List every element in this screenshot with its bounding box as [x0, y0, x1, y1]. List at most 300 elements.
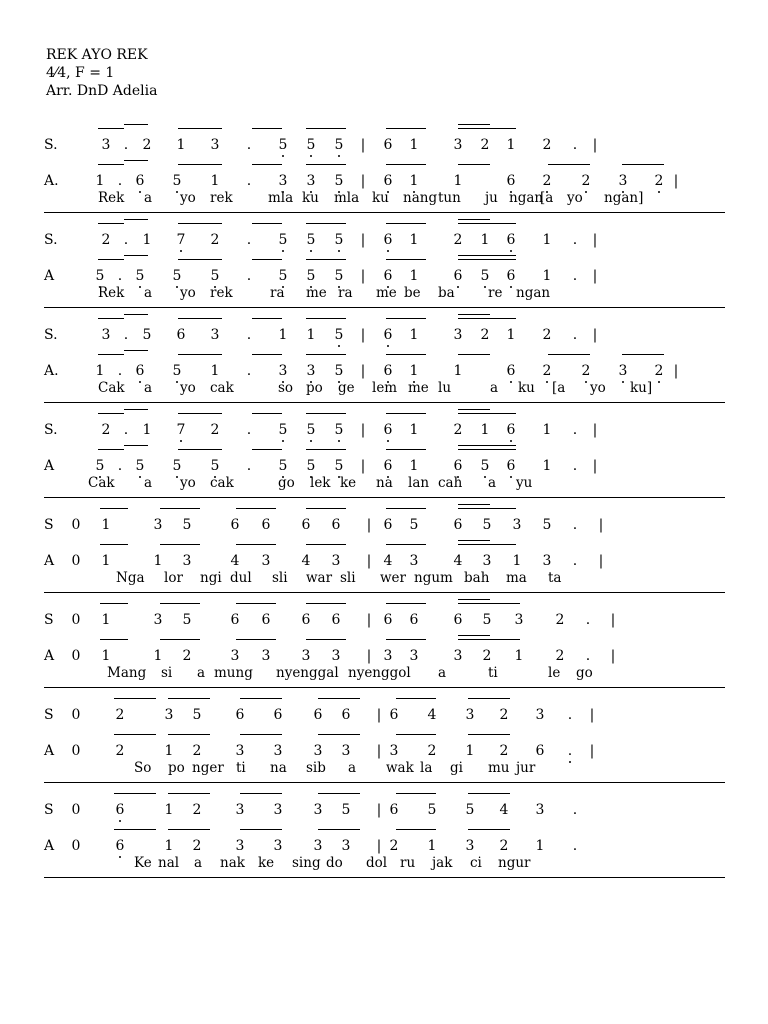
lyric-syllable: ngur [498, 855, 531, 871]
soprano-notes [70, 498, 725, 534]
beam-line [178, 413, 222, 414]
note: 5 [132, 457, 148, 475]
note: 3 [465, 838, 475, 854]
lyric-syllable: Ke [134, 855, 152, 871]
note: 2 [651, 362, 667, 380]
note: 1 [542, 232, 552, 248]
note: 6 [301, 517, 311, 533]
note: 1 [542, 422, 552, 438]
beam-line [178, 318, 222, 319]
note: 3 [153, 517, 163, 533]
note: 6 [331, 517, 341, 533]
barline: | [592, 458, 598, 474]
note: 3 [313, 838, 323, 854]
beam-line [252, 128, 282, 129]
lyric-syllable: wer [380, 570, 406, 586]
beam-line [458, 318, 516, 319]
note: 6 [383, 517, 393, 533]
note: 3 [453, 327, 463, 343]
note: 5 [303, 457, 319, 475]
beam-line [306, 318, 346, 319]
beam-line [98, 318, 124, 319]
beam-line [178, 449, 222, 450]
lyric-syllable: cak [210, 380, 234, 396]
note: 1 [512, 553, 522, 569]
rest-dot: . [567, 707, 573, 723]
note: 6 [503, 362, 519, 380]
beam-line [114, 793, 156, 794]
beam-line [236, 639, 276, 640]
note: 2 [142, 137, 152, 153]
lyric-syllable: me [408, 380, 429, 396]
note: 1 [409, 268, 419, 284]
lyric-syllable: rek [210, 190, 233, 206]
beam-line [114, 734, 156, 735]
note: 6 [132, 172, 148, 190]
note: 1 [210, 173, 220, 189]
beam-line [386, 164, 426, 165]
lyric-syllable: sing [292, 855, 321, 871]
lyric-syllable: me [376, 285, 397, 301]
beam-line [252, 318, 282, 319]
lyrics-line [70, 190, 725, 210]
lyric-syllable: war [306, 570, 333, 586]
lyric-syllable: a [490, 380, 499, 396]
lyric-syllable: ti [488, 665, 498, 681]
lyric-syllable: jak [432, 855, 453, 871]
note: 6 [261, 612, 271, 628]
note: 3 [465, 707, 475, 723]
note: 6 [503, 172, 519, 190]
beam-line [252, 354, 282, 355]
note: 5 [409, 517, 419, 533]
rest-dot: . [246, 422, 252, 438]
note: 6 [112, 801, 128, 819]
barline: | [376, 743, 382, 759]
note: 2 [542, 327, 552, 343]
rest-dot: . [123, 327, 129, 343]
lyric-syllable: nak [220, 855, 245, 871]
note: 5 [331, 172, 347, 190]
beam-line [160, 603, 200, 604]
rest-dot: . [246, 363, 252, 379]
beam-line [240, 734, 282, 735]
beam-line [252, 259, 282, 260]
note: 1 [409, 458, 419, 474]
note: 2 [453, 422, 463, 438]
beam-line [306, 128, 346, 129]
note: 1 [514, 648, 524, 664]
rest-dot: . [585, 612, 591, 628]
rest-dot: . [246, 137, 252, 153]
note: 3 [389, 743, 399, 759]
beam-line [458, 508, 516, 509]
lyric-syllable: So [134, 760, 152, 776]
beam-line [252, 223, 282, 224]
lyric-syllable: ke [258, 855, 275, 871]
note: 3 [210, 137, 220, 153]
alto-voice-label: A [44, 268, 55, 284]
note: 2 [427, 743, 437, 759]
note: 1 [164, 743, 174, 759]
note: 5 [92, 457, 108, 475]
beam-line [114, 829, 156, 830]
lyric-syllable: ku [372, 190, 389, 206]
soprano-voice-label: S [44, 802, 54, 818]
rest-dot: . [572, 458, 578, 474]
note: 3 [331, 553, 341, 569]
note: 5 [331, 362, 347, 380]
lyric-syllable: ru [400, 855, 416, 871]
note: 2 [192, 838, 202, 854]
note: 5 [275, 136, 291, 154]
lyrics-line [70, 665, 725, 685]
lyric-syllable: ku] [630, 380, 653, 396]
note: 0 [71, 517, 81, 533]
note: 3 [101, 327, 111, 343]
beam-line [98, 354, 124, 355]
note: 2 [539, 172, 555, 190]
note: 5 [275, 457, 291, 475]
beam-line [114, 698, 156, 699]
beam-line [318, 698, 360, 699]
note: 5 [142, 327, 152, 343]
rest-dot: . [572, 327, 578, 343]
note: 5 [303, 231, 319, 249]
beam-line [100, 544, 128, 545]
lyric-syllable: lek [310, 475, 331, 491]
song-title: REK AYO REK [46, 47, 148, 63]
lyric-syllable: jur [516, 760, 536, 776]
soprano-row [44, 308, 725, 344]
barline: | [589, 707, 595, 723]
alto-voice-label: A [44, 743, 55, 759]
lyrics-line [70, 760, 725, 780]
note: 2 [101, 232, 111, 248]
note: 3 [453, 648, 463, 664]
beam-line [458, 413, 516, 414]
note: 2 [210, 422, 220, 438]
barline: | [592, 232, 598, 248]
lyric-syllable: ku [518, 380, 535, 396]
note: 2 [453, 232, 463, 248]
note: 3 [275, 362, 291, 380]
note: 2 [578, 362, 594, 380]
note: 1 [306, 327, 316, 343]
lyric-syllable: sli [340, 570, 356, 586]
note: 3 [273, 743, 283, 759]
beam-line-double [124, 314, 148, 315]
note: 1 [453, 173, 463, 189]
note: 3 [331, 648, 341, 664]
lyric-syllable: yo [180, 475, 196, 491]
beam-line [252, 449, 282, 450]
note: 5 [465, 802, 475, 818]
lyric-syllable: nger [192, 760, 224, 776]
beam-line [306, 164, 346, 165]
note: 2 [182, 648, 192, 664]
lyric-syllable: lu [438, 380, 452, 396]
soprano-notes [70, 308, 725, 344]
rest-dot: . [572, 268, 578, 284]
note: 2 [115, 707, 125, 723]
beam-line [168, 734, 210, 735]
note: 1 [409, 137, 419, 153]
beam-line-double [458, 409, 490, 410]
beam-line [468, 829, 510, 830]
lyric-syllable: cak [210, 475, 234, 491]
note: 5 [331, 267, 347, 285]
soprano-row [44, 783, 725, 819]
alto-voice-label: A [44, 648, 55, 664]
note: 6 [503, 421, 519, 439]
rest-dot: . [117, 173, 123, 189]
note: 1 [409, 422, 419, 438]
note: 3 [313, 743, 323, 759]
lyric-syllable: Cak [88, 475, 115, 491]
lyric-syllable: na [376, 475, 393, 491]
note: 2 [539, 362, 555, 380]
note: 5 [132, 267, 148, 285]
note: 3 [164, 707, 174, 723]
note: 1 [142, 422, 152, 438]
beam-line [318, 829, 360, 830]
note: 6 [383, 612, 393, 628]
soprano-row [44, 213, 725, 249]
note: 3 [301, 648, 311, 664]
lyric-syllable: a [144, 475, 153, 491]
note: 1 [101, 648, 111, 664]
note: 1 [153, 553, 163, 569]
note: 5 [275, 231, 291, 249]
beam-line [386, 544, 426, 545]
beam-line [548, 164, 590, 165]
beam-line-double [458, 124, 490, 125]
beam-line [168, 698, 210, 699]
alto-row [44, 154, 725, 190]
beam-line [458, 639, 520, 640]
barline: | [589, 743, 595, 759]
music-system [44, 593, 725, 688]
note: 3 [535, 707, 545, 723]
beam-line [386, 413, 426, 414]
note: 4 [230, 553, 240, 569]
note: 5 [303, 267, 319, 285]
lyric-syllable: cah [438, 475, 463, 491]
rest-dot: . [246, 458, 252, 474]
note: 0 [71, 612, 81, 628]
barline: | [376, 838, 382, 854]
beam-line [178, 259, 222, 260]
lyric-syllable: a [144, 285, 153, 301]
beam-line-double [124, 409, 148, 410]
beam-line [386, 318, 426, 319]
note: 4 [383, 553, 393, 569]
note: 5 [182, 612, 192, 628]
note: 5 [169, 267, 185, 285]
note: 5 [182, 517, 192, 533]
lyric-syllable: a [194, 855, 203, 871]
soprano-notes [70, 403, 725, 439]
lyric-syllable: yo [180, 285, 196, 301]
lyric-syllable: [a [552, 380, 566, 396]
soprano-voice-label: S. [44, 232, 58, 248]
arranger: Arr. DnD Adelia [46, 83, 158, 99]
beam-line-double [124, 160, 148, 161]
beam-line [386, 354, 426, 355]
barline: | [360, 268, 366, 284]
beam-line [168, 829, 210, 830]
note: 3 [153, 612, 163, 628]
lyric-syllable: yo [180, 380, 196, 396]
note: 3 [182, 553, 192, 569]
lyric-syllable: a [348, 760, 357, 776]
beam-line [98, 449, 124, 450]
note: 1 [506, 137, 516, 153]
beam-line [468, 793, 510, 794]
note: 6 [380, 326, 396, 344]
barline: | [366, 553, 372, 569]
lyric-syllable: bah [464, 570, 490, 586]
rest-dot: . [246, 268, 252, 284]
lyric-syllable: ngan [509, 190, 544, 206]
note: 3 [101, 137, 111, 153]
soprano-notes [70, 688, 725, 724]
music-system [44, 403, 725, 498]
music-system [44, 688, 725, 783]
note: 3 [261, 648, 271, 664]
lyric-syllable: yo [590, 380, 606, 396]
soprano-voice-label: S. [44, 422, 58, 438]
lyric-syllable: gi [450, 760, 463, 776]
alto-row [44, 344, 725, 380]
note: 1 [406, 172, 422, 190]
beam-line [386, 603, 426, 604]
note: 2 [555, 648, 565, 664]
lyric-syllable: ti [236, 760, 246, 776]
lyric-syllable: le [548, 665, 561, 681]
note: 3 [409, 553, 419, 569]
note: 6 [503, 457, 519, 475]
lyric-syllable: mla [334, 190, 360, 206]
note: 6 [383, 137, 393, 153]
alto-voice-label: A [44, 553, 55, 569]
score-header [46, 46, 157, 100]
beam-line [160, 508, 200, 509]
soprano-notes [70, 783, 725, 819]
barline: | [592, 327, 598, 343]
alto-row [44, 439, 725, 475]
barline: | [598, 517, 604, 533]
note: 2 [499, 838, 509, 854]
music-system [44, 498, 725, 593]
note: 1 [542, 268, 552, 284]
note: 0 [71, 648, 81, 664]
beam-line [98, 164, 124, 165]
lyric-syllable: ngan [516, 285, 551, 301]
lyric-syllable: go [278, 475, 295, 491]
alto-voice-label: A. [44, 173, 59, 189]
lyric-syllable: ngi [200, 570, 222, 586]
note: 6 [409, 612, 419, 628]
alto-voice-label: A [44, 458, 55, 474]
note: 3 [235, 838, 245, 854]
lyric-syllable: Cak [98, 380, 125, 396]
note: 3 [210, 327, 220, 343]
lyric-syllable: yo [180, 190, 196, 206]
lyric-syllable: rek [210, 285, 233, 301]
beam-line [386, 508, 426, 509]
note: 5 [275, 267, 291, 285]
beam-line [240, 829, 282, 830]
note: 1 [465, 743, 475, 759]
note: 0 [71, 553, 81, 569]
note: 1 [101, 553, 111, 569]
lyric-syllable: me [306, 285, 327, 301]
note: 1 [176, 137, 186, 153]
note: 2 [192, 743, 202, 759]
note: 6 [132, 362, 148, 380]
note: 5 [207, 457, 223, 475]
barline: | [366, 612, 372, 628]
lyric-syllable: ci [470, 855, 482, 871]
note: 5 [542, 517, 552, 533]
soprano-row [44, 118, 725, 154]
note: 6 [450, 267, 466, 285]
beam-line-double [458, 635, 490, 636]
note: 5 [331, 326, 347, 344]
soprano-voice-label: S [44, 517, 54, 533]
lyric-syllable: a [197, 665, 206, 681]
lyric-syllable: mla [268, 190, 294, 206]
note: 1 [409, 327, 419, 343]
lyric-syllable: do [326, 855, 343, 871]
beam-line [100, 639, 128, 640]
note: 2 [389, 838, 399, 854]
beam-line-double [458, 540, 490, 541]
note: 6 [261, 517, 271, 533]
note: 3 [409, 648, 419, 664]
note: 7 [173, 421, 189, 439]
note: 1 [480, 232, 490, 248]
lyric-syllable: ke [340, 475, 357, 491]
alto-notes [70, 439, 725, 475]
alto-notes [70, 249, 725, 285]
note: 6 [450, 457, 466, 475]
lyric-syllable: Rek [98, 190, 125, 206]
beam-line [458, 164, 490, 165]
note: 3 [615, 362, 631, 380]
lyric-syllable: Rek [98, 285, 125, 301]
note: 2 [480, 327, 490, 343]
beam-line [306, 639, 346, 640]
rest-dot: . [572, 422, 578, 438]
rest-dot: . [117, 458, 123, 474]
lyric-syllable: be [404, 285, 421, 301]
beam-line [178, 354, 222, 355]
lyric-syllable: mu [488, 760, 510, 776]
lyric-syllable: [a [540, 190, 554, 206]
note: 1 [480, 422, 490, 438]
note: 5 [192, 707, 202, 723]
beam-line [458, 603, 520, 604]
beam-line [236, 508, 276, 509]
lyric-syllable: sib [306, 760, 326, 776]
note: 2 [192, 802, 202, 818]
lyric-syllable: la [420, 760, 433, 776]
note: 5 [331, 231, 347, 249]
beam-line-double [124, 350, 148, 351]
